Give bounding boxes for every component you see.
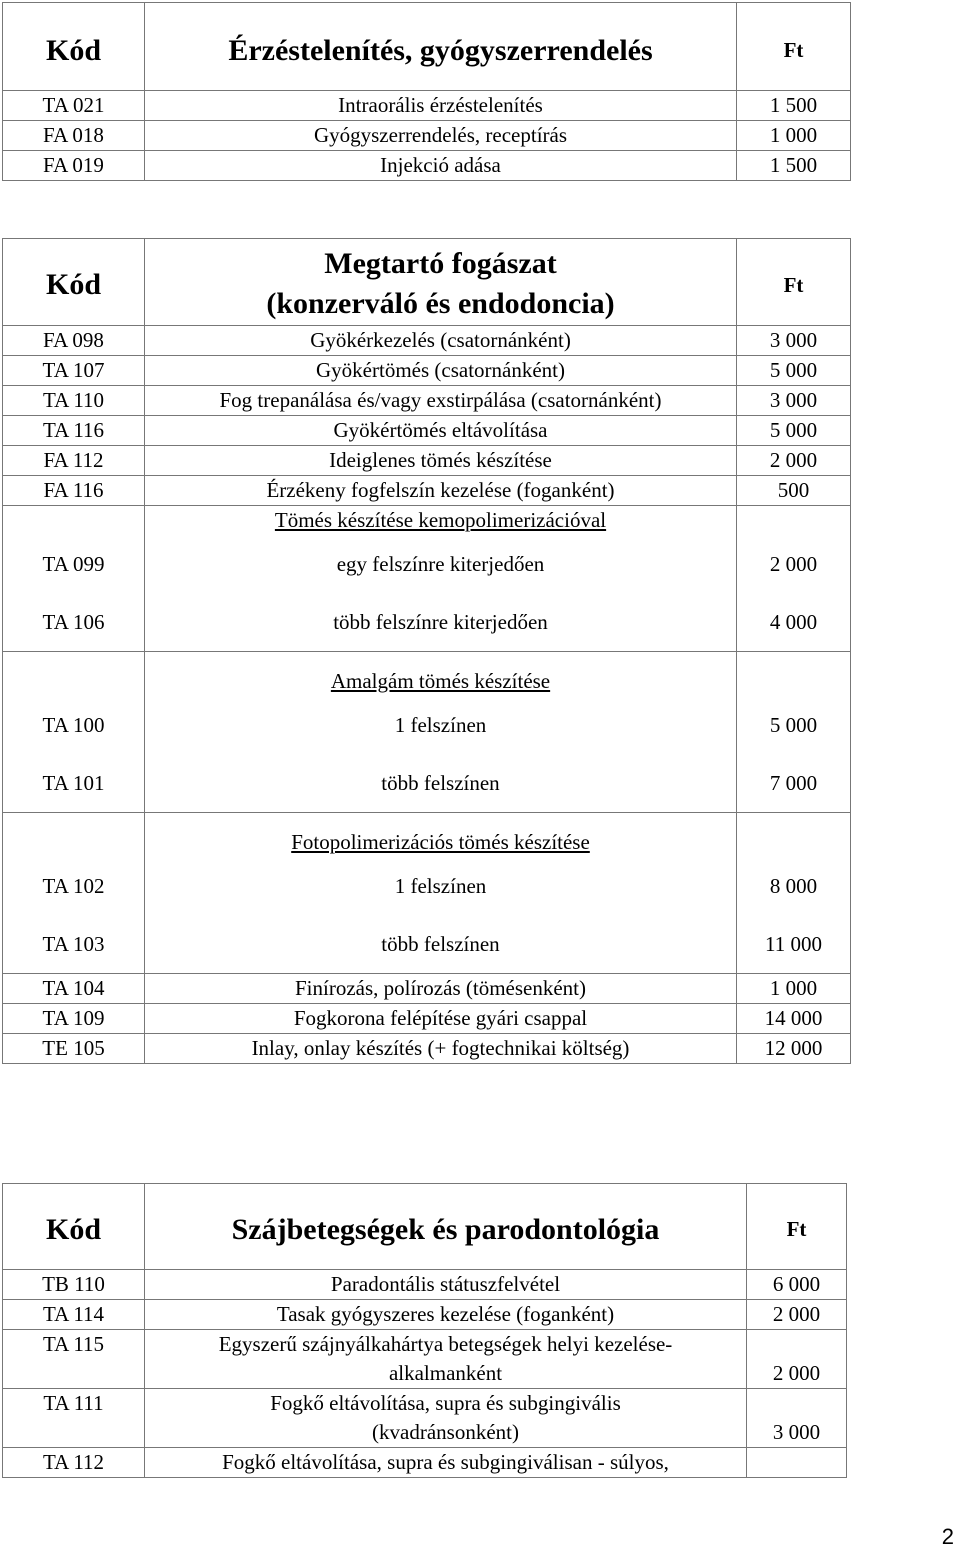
table-row	[3, 151, 851, 181]
row-name-line2: alkalmanként	[388, 1361, 503, 1385]
row-price: 5 000	[737, 416, 851, 446]
group-title: Fotopolimerizációs tömés készítése	[291, 830, 590, 854]
page-number: 2	[941, 1524, 954, 1549]
item-code: TA 106	[42, 610, 105, 634]
item-price: 7 000	[769, 771, 818, 795]
row-code: TA 111	[3, 1389, 145, 1448]
item-code: TA 102	[42, 874, 105, 898]
group-title: Tömés készítése kemopolimerizációval	[274, 508, 607, 532]
table-header	[3, 239, 851, 326]
group-row	[3, 652, 851, 813]
row-code: FA 116	[3, 476, 145, 506]
conservative-dentistry-table	[2, 238, 851, 1064]
row-price: 2 000	[737, 446, 851, 476]
item-name: 1 felszínen	[394, 713, 487, 737]
row-code: TA 107	[3, 356, 145, 386]
table-header	[3, 3, 851, 91]
item-name: egy felszínre kiterjedően	[336, 552, 545, 576]
row-code: TA 115	[3, 1330, 145, 1389]
section-title: Szájbetegségek és parodontológia	[231, 1212, 660, 1246]
section-title: Érzéstelenítés, gyógyszerrendelés	[228, 33, 653, 67]
table-row	[3, 1330, 847, 1389]
unit-header: Ft	[786, 1217, 807, 1241]
table-row	[3, 1300, 847, 1330]
row-code: TA 109	[3, 1004, 145, 1034]
row-code: TA 110	[3, 386, 145, 416]
item-code: TA 103	[42, 932, 105, 956]
table-row	[3, 121, 851, 151]
item-name: 1 felszínen	[394, 874, 487, 898]
table-row	[3, 326, 851, 356]
table-row	[3, 1448, 847, 1478]
row-code: TA 104	[3, 974, 145, 1004]
row-name: Gyökérkezelés (csatornánként)	[145, 326, 737, 356]
row-code: FA 018	[3, 121, 145, 151]
table-row	[3, 386, 851, 416]
row-code: TA 112	[3, 1448, 145, 1478]
row-name-line1: Fogkő eltávolítása, supra és subgingivális	[270, 1391, 621, 1415]
row-price: 3 000	[737, 386, 851, 416]
table-row	[3, 446, 851, 476]
table-row	[3, 416, 851, 446]
table-row	[3, 1270, 847, 1300]
code-header: Kód	[45, 268, 102, 301]
code-header: Kód	[45, 1212, 102, 1246]
group-title: Amalgám tömés készítése	[330, 669, 551, 693]
table-row	[3, 1034, 851, 1064]
row-code: TE 105	[3, 1034, 145, 1064]
row-name: Gyógyszerrendelés, receptírás	[145, 121, 737, 151]
row-price: 2 000	[747, 1300, 847, 1330]
row-price: 5 000	[737, 356, 851, 386]
row-price: 3 000	[747, 1389, 847, 1448]
row-price	[747, 1448, 847, 1478]
row-price: 2 000	[747, 1330, 847, 1389]
item-code: TA 101	[42, 771, 105, 795]
item-price: 8 000	[769, 874, 818, 898]
row-code: TA 114	[3, 1300, 145, 1330]
item-name: több felszínen	[381, 932, 500, 956]
row-name: Érzékeny fogfelszín kezelése (foganként)	[145, 476, 737, 506]
anesthesia-table	[2, 2, 851, 181]
row-name: Gyökértömés eltávolítása	[145, 416, 737, 446]
table-row	[3, 974, 851, 1004]
row-name: Paradontális státuszfelvétel	[145, 1270, 747, 1300]
item-code: TA 099	[42, 552, 105, 576]
row-name: Injekció adása	[145, 151, 737, 181]
row-name: Inlay, onlay készítés (+ fogtechnikai költség)	[145, 1034, 737, 1064]
row-code: TA 021	[3, 91, 145, 121]
row-name: Intraorális érzéstelenítés	[145, 91, 737, 121]
row-price: 3 000	[737, 326, 851, 356]
item-code: TA 100	[42, 713, 105, 737]
row-price: 1 000	[737, 974, 851, 1004]
group-row	[3, 813, 851, 974]
oral-diseases-table	[2, 1183, 847, 1478]
row-price: 1 500	[737, 91, 851, 121]
item-name: több felszínen	[381, 771, 500, 795]
section-title-line1: Megtartó fogászat	[324, 247, 557, 280]
group-row	[3, 506, 851, 652]
item-price: 11 000	[765, 932, 822, 956]
item-price: 5 000	[769, 713, 818, 737]
row-price: 500	[737, 476, 851, 506]
row-name: Fogkő eltávolítása, supra és subgingiválisan - súlyos,	[145, 1448, 747, 1478]
row-name: Tasak gyógyszeres kezelése (foganként)	[145, 1300, 747, 1330]
row-name: Ideiglenes tömés készítése	[145, 446, 737, 476]
row-price: 12 000	[737, 1034, 851, 1064]
row-price: 14 000	[737, 1004, 851, 1034]
row-name: Fog trepanálása és/vagy exstirpálása (csatornánként)	[145, 386, 737, 416]
row-name-line1: Egyszerű szájnyálkahártya betegségek helyi kezelése-	[218, 1332, 673, 1356]
table-row	[3, 1004, 851, 1034]
row-name-line2: (kvadránsonként)	[372, 1420, 519, 1444]
row-code: TB 110	[3, 1270, 145, 1300]
row-price: 1 000	[737, 121, 851, 151]
row-code: FA 019	[3, 151, 145, 181]
table-header	[3, 1184, 847, 1270]
row-price: 6 000	[747, 1270, 847, 1300]
code-header: Kód	[45, 33, 102, 67]
table-row	[3, 91, 851, 121]
row-name: Fogkorona felépítése gyári csappal	[145, 1004, 737, 1034]
row-code: FA 112	[3, 446, 145, 476]
section-title-line2: (konzerváló és endodoncia)	[266, 287, 615, 320]
item-price: 4 000	[769, 610, 818, 634]
item-price: 2 000	[769, 552, 818, 576]
table-row	[3, 356, 851, 386]
row-name: Gyökértömés (csatornánként)	[145, 356, 737, 386]
item-name: több felszínre kiterjedően	[333, 610, 548, 634]
row-code: TA 116	[3, 416, 145, 446]
table-row	[3, 476, 851, 506]
row-code: FA 098	[3, 326, 145, 356]
row-name: Finírozás, polírozás (tömésenként)	[145, 974, 737, 1004]
row-price: 1 500	[737, 151, 851, 181]
table-row	[3, 1389, 847, 1448]
unit-header: Ft	[783, 272, 804, 297]
unit-header: Ft	[783, 38, 804, 62]
